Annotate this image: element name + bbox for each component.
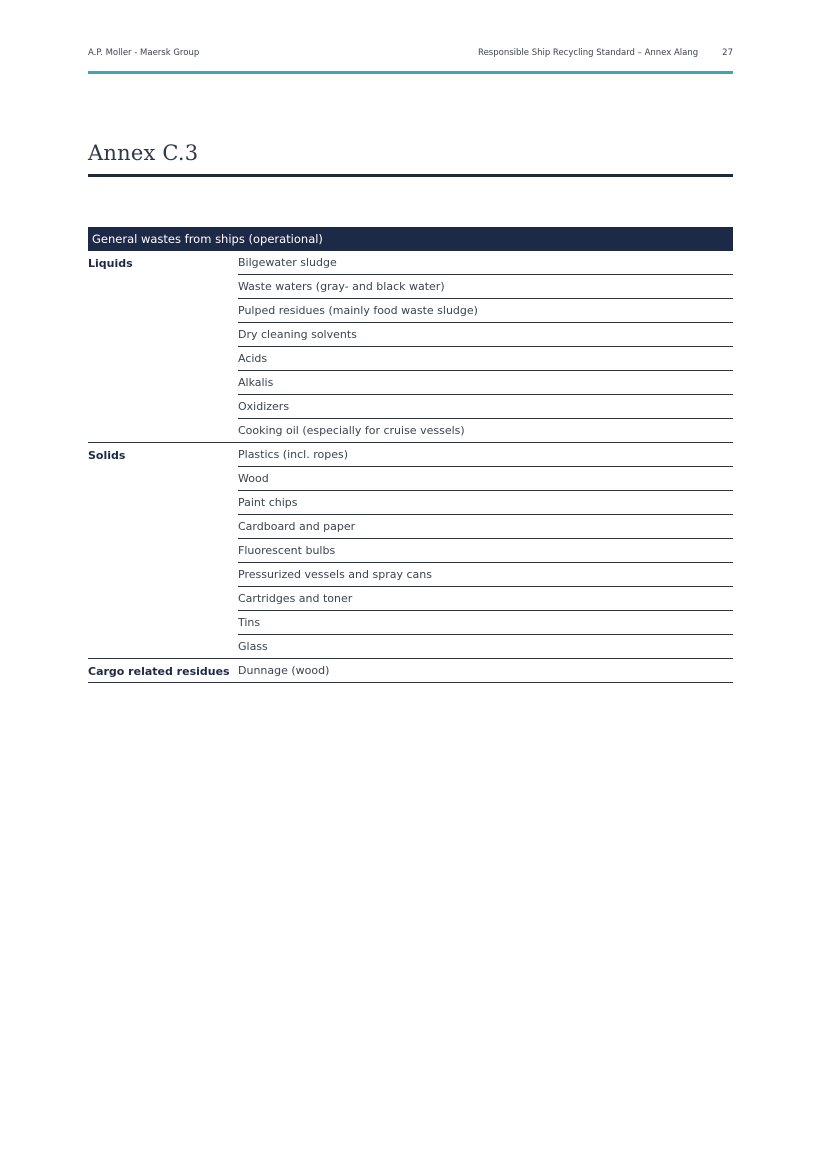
header-divider <box>88 71 733 74</box>
group-items <box>238 659 733 682</box>
table-row: Tins <box>238 611 733 635</box>
group-label: Cargo related residues <box>88 665 230 678</box>
table-row: Glass <box>238 640 268 653</box>
table-row: Dry cleaning solvents <box>238 323 733 347</box>
group-label: Solids <box>88 449 126 462</box>
running-header <box>88 48 733 62</box>
group-liquids <box>88 251 733 443</box>
group-label: Liquids <box>88 257 133 270</box>
table-row: Bilgewater sludge <box>238 251 733 275</box>
group-items <box>238 251 733 442</box>
table-row: Oxidizers <box>238 395 733 419</box>
table-row: Waste waters (gray- and black water) <box>238 275 733 299</box>
header-right <box>478 48 733 58</box>
table-row: Wood <box>238 467 733 491</box>
table-row: Pulped residues (mainly food waste sludge) <box>238 299 733 323</box>
table-row: Dunnage (wood) <box>238 664 330 677</box>
table-row: Cardboard and paper <box>238 515 733 539</box>
table-row: Cartridges and toner <box>238 587 733 611</box>
table-row: Paint chips <box>238 491 733 515</box>
waste-table <box>88 227 733 683</box>
page-title: Annex C.3 <box>88 141 199 165</box>
header-document-title: Responsible Ship Recycling Standard – Annex Alang <box>478 48 699 58</box>
group-items <box>238 443 733 658</box>
header-company: A.P. Moller - Maersk Group <box>88 48 200 58</box>
table-header: General wastes from ships (operational) <box>88 227 733 251</box>
table-row: Cooking oil (especially for cruise vessels) <box>238 424 465 437</box>
table-row: Alkalis <box>238 371 733 395</box>
table-row: Fluorescent bulbs <box>238 539 733 563</box>
title-divider <box>88 174 733 177</box>
page-number: 27 <box>722 48 733 58</box>
group-cargo-related-residues <box>88 659 733 683</box>
group-solids <box>88 443 733 659</box>
table-row: Plastics (incl. ropes) <box>238 443 733 467</box>
table-row: Acids <box>238 347 733 371</box>
table-row: Pressurized vessels and spray cans <box>238 563 733 587</box>
